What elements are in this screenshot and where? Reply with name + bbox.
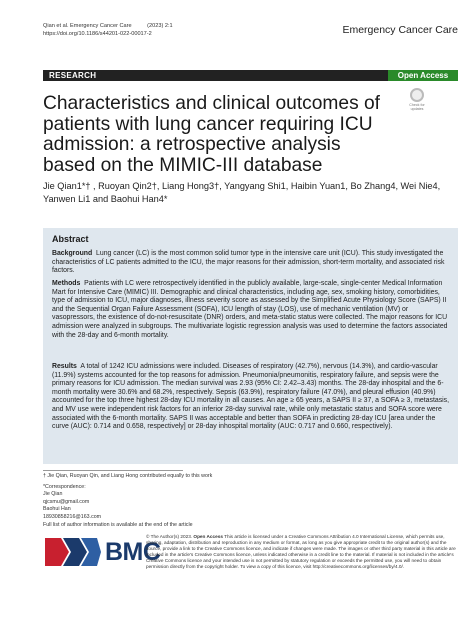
results-label: Results bbox=[52, 363, 77, 370]
abstract-methods bbox=[52, 280, 452, 340]
abstract-heading: Abstract bbox=[52, 234, 89, 244]
results-text: A total of 1242 ICU admissions were included. Diseases of respiratory (42.7%), nervous (14.3%), and cardio-vascular (11.9%) systems accounted for the top reasons for admission. Pneumonia/pneumonitis, respiratory failure, and sepsis were the primary reasons for ICU admission. The median survival was 2.93 (95% CI: 2.42–3.43) months. The 28-day inhospital and the 6-month mortality were 30.6% and 68.2%, respectively. Sepsis (63.9%), respiratory failure (47.0%), and pleural effusion (40.9%) accounted for the top three highest 28-day ICU mortality in all causes. An age ≥ 65 years, a SAPS II ≥ 37, a SOFA ≥ 3, metastasis, and MV use were independent risk factors for an inferior 28-day survival rate, while only metastatic status and SOFA score were associated with the 6-month mortality. SAPS II was acceptable and better than SOFA in predicting 28-day ICU [area under the curve (AUC): 0.714 and 0.658, respectively] or 28-day inhospital mortality (AUC: 0.717 and 0.660, respectively). bbox=[52, 363, 450, 431]
license-body: This article is licensed under a Creative Commons Attribution 4.0 International License, which permits use, sharing, adaptation, distribution and reproduction in any medium or format, as long as you give appropriate credit to the original author(s) and the source, provide a link to the Creative Commons licence, and indicate if changes were made. The images or other third party material in this article are included in the article's Creative Commons licence, unless indicated otherwise in a credit line to the material. If material is not included in the article's Creative Commons licence and your intended use is not permitted by statutory regulation or exceeds the permitted use, you will need to obtain permission directly from the copyright holder. To view a copy of this licence, visit http://creativecommons.org/licenses/by/4.0/. bbox=[146, 534, 456, 570]
author-notes bbox=[43, 470, 243, 529]
running-header bbox=[43, 22, 187, 38]
correspondent-1-name: Jie Qian bbox=[43, 491, 63, 498]
authors-text: Jie Qian1*† , Ruoyan Qin2†, Liang Hong3†, Yangyang Shi1, Haibin Yuan1, Bo Zhang4, Wei Nie4, Yanwen Li1 and Baohui Han4* bbox=[43, 181, 441, 204]
author-list bbox=[43, 180, 463, 205]
check-updates-icon bbox=[410, 88, 424, 102]
abstract-results bbox=[52, 363, 452, 432]
bmc-logo-icon bbox=[43, 534, 103, 568]
journal-name: Emergency Cancer Care bbox=[342, 24, 458, 36]
research-label: RESEARCH bbox=[49, 71, 97, 80]
correspondent-1-email[interactable]: qjcsmu@gmail.com bbox=[43, 498, 90, 505]
citation-journal: Qian et al. Emergency Cancer Care bbox=[43, 23, 132, 29]
notes-divider bbox=[43, 470, 183, 471]
abstract-box bbox=[43, 228, 458, 464]
bmc-logo bbox=[43, 534, 161, 570]
license-open-access: Open Access bbox=[193, 534, 223, 539]
affiliations-note: Full list of author information is available at the end of the article bbox=[43, 521, 193, 528]
methods-text: Patients with LC were retrospectively identified in the publicly available, large-scale, single-center Medical Information Mart for Intensive Care (MIMIC) III. Demographic and clinical characteristics, including age, sex, smoking history, comorbidities, type of admission to ICU, major diagnoses, illness severity score as assessed by the Simplified Acute Physiology Score (SAPS) II and the Sequential Organ Failure Assessment (SOFA), ICU length of stay (LOS), use of mechanic ventilation (MV) or vasopressors, the existence of do-not-resuscitate (DNR) orders, and meta-static status were collected. The major reasons for ICU admission were analyzed in subgroups. The multivariate logistic regression analysis was used to determine the factors associated with the 28-day and 6-month mortality. bbox=[52, 280, 448, 339]
bmc-wordmark: BMC bbox=[105, 538, 161, 566]
section-banner bbox=[43, 70, 458, 81]
abstract-background bbox=[52, 250, 452, 276]
background-label: Background bbox=[52, 250, 93, 257]
license-text bbox=[146, 534, 458, 571]
correspondence-label: *Correspondence: bbox=[43, 483, 86, 490]
article-title: Characteristics and clinical outcomes of patients with lung cancer requiring ICU admission: a retrospective analysis based on the MIMIC-III database bbox=[43, 93, 380, 176]
open-access-badge: Open Access bbox=[388, 70, 458, 81]
correspondent-2-name: Baohui Han bbox=[43, 506, 71, 513]
check-updates-label: Check for updates bbox=[409, 103, 425, 111]
check-for-updates-badge[interactable] bbox=[404, 88, 430, 114]
citation-year: (2023) 2:1 bbox=[147, 23, 173, 29]
equal-contribution-note: † Jie Qian, Ruoyan Qin, and Liang Hong contributed equally to this work bbox=[43, 473, 213, 479]
background-text: Lung cancer (LC) is the most common solid tumor type in the intensive care unit (ICU). This study investigated the characteristics of LC patients admitted to the ICU, the major reasons for their admission, short-term mortality, and associated risk factors. bbox=[52, 250, 445, 275]
methods-label: Methods bbox=[52, 280, 81, 287]
correspondent-2-email[interactable]: 18930858216@163.com bbox=[43, 513, 102, 520]
license-copyright: © The Author(s) 2023. bbox=[146, 534, 193, 539]
doi-link[interactable]: https://doi.org/10.1186/s44201-022-00017-2 bbox=[43, 31, 152, 37]
